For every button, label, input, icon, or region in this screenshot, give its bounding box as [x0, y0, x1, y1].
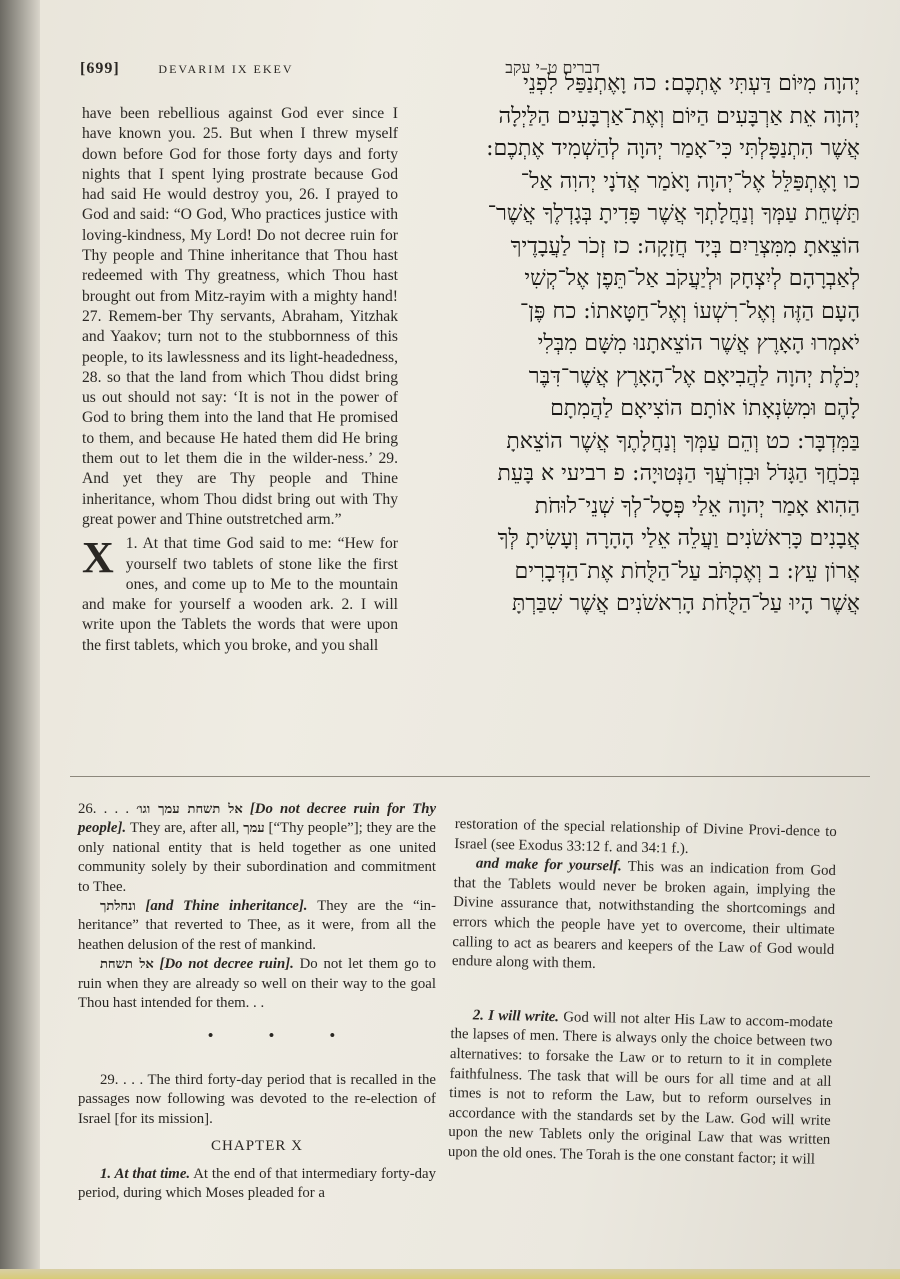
commentary-note: 29. . . . The third forty-day period that is recalled in the passages now following was devoted to the re-election of Israel [for its mission]. [78, 1071, 436, 1127]
hebrew-line: לָהֶם וּמִשִּׂנְאָתוֹ אוֹתָם הוֹצִיאָם לַהֲמִתָם [550, 396, 860, 421]
hebrew-line: הוֹצֵאתָ מִמִּצְרַיִם בְּיָד חֲזָקָה: כז זְכֹר לַעֲבָדֶיךָ [510, 233, 860, 259]
commentary-note [78, 1165, 436, 1204]
lemma: 1. At that time. [100, 1165, 191, 1182]
translation-paragraph-chapter-x [82, 534, 398, 656]
running-title: DEVARIM IX EKEV [158, 62, 294, 76]
page-number: [699] [80, 60, 120, 77]
hebrew-line: יְהוָה מִיּוֹם דַּעְתִּי אֶתְכֶם: כה וָאֶתְנַפַּל לִפְנֵי [523, 71, 860, 96]
hebrew-line: בַּמִּדְבָּר: כט וְהֵם עַמְּךָ וְנַחֲלָתֶךָ אֲשֶׁר הוֹצֵאתָ [506, 428, 860, 454]
verse-ref: 26. . . . [78, 801, 130, 817]
note-text: [“Thy people”]; they are the only national entity that is held together as one united community solely by their subordination and commitment to Thee. [78, 820, 437, 895]
section-divider [70, 776, 870, 777]
hebrew-lemma: אל תשחת [100, 957, 154, 973]
page-header [80, 60, 294, 78]
note-text: They are, after all, [129, 820, 240, 837]
note-text: At the end of that intermediary forty-day period, during which Moses pleaded for a [78, 1165, 436, 1201]
chapter-heading: CHAPTER X [211, 1138, 303, 1155]
lemma: and make for yourself. [475, 855, 622, 875]
hebrew-line: תַּשְׁחֵת עַמְּךָ וְנַחֲלָתְךָ אֲשֶׁר פָּדִיתָ בְּגָדְלֶךָ אֲשֶׁר־ [487, 201, 860, 226]
commentary-note [448, 1006, 833, 1171]
hebrew-line: יְהוָה אֵת אַרְבָּעִים הַיּוֹם וְאֶת־אַרְבָּעִים הַלַּיְלָה [498, 103, 860, 129]
commentary-note [452, 854, 836, 980]
hebrew-lemma: אל תשחת עמך וגו׳ [136, 802, 243, 817]
commentary-right-column [448, 815, 837, 1170]
hebrew-running-title: דברים ט–י עקב [505, 58, 600, 77]
hebrew-line: הַהִוא אָמַר יְהוָה אֵלַי פְּסָל־לְךָ שְׁנֵי־לוּחֹת [534, 493, 860, 519]
book-gutter-shadow [0, 0, 40, 1279]
hebrew-lemma: עמך [243, 821, 265, 837]
hebrew-line: הָעָם הַזֶּה וְאֶל־רִשְׁעוֹ וְאֶל־חַטָּאתוֹ: כח פֶּן־ [519, 298, 860, 324]
hebrew-line: אֲרוֹן עֵץ: ב וְאֶכְתֹּב עַל־הַלֻּחֹת אֶת־הַדְּבָרִים [514, 558, 860, 584]
lemma: [Do not decree ruin for Thy people]. [78, 801, 437, 837]
chapter-drop-cap: X [82, 533, 114, 583]
note-text: God will not alter His Law to accom-modate the lapses of men. There is always only the choice between two alternatives: to forsake the Law or to return to it in complete faithfulness. The task that will be ours for all time and at all times is not to reform the Law, but to reform ourselves in accordance with the standards set by the Law. God will write upon the new Tablets only the original Law that was written upon the old ones. The Torah is the one constant factor; it will [447, 1009, 833, 1168]
lemma: [and Thine inheritance]. [145, 898, 308, 915]
english-translation [82, 104, 398, 656]
section-separator-dots: • • • [208, 1028, 361, 1045]
hebrew-line: כו וָאֶתְפַּלֵּל אֶל־יְהוָה וָאֹמַר אֲדֹנָי יְהוִה אַל־ [520, 168, 860, 194]
note-text: Do not let them go to ruin when they are already so well on their way to the goal Thou hast intended for them. . . [78, 956, 437, 1012]
hebrew-lemma: ונחלתך [100, 899, 136, 915]
commentary-note: restoration of the special relationship of Divine Provi-dence to Israel (see Exodus 33:12 f. and 34:1 f.). [454, 815, 837, 857]
translation-paragraph-text: 1. At that time God said to me: “Hew for yourself two tablets of stone like the first ones, and come up to Me to the mountain and make for yourself a wooden ark. 2. I will write upon the Tablets the words that were upon the first tablets, which you broke, and you shall [82, 535, 398, 654]
hebrew-line: אֲשֶׁר הָיוּ עַל־הַלֻּחֹת הָרִאשֹׁנִים אֲשֶׁר שִׁבַּרְתָּ [511, 591, 860, 616]
note-text: This was an indication from God that the Tablets would never be broken again, implying the Divine assurance that, notwithstanding the shortcomings and errors which the people have yet to overcome, their ultimate calling to act as bearers and keepers of the Law of God would endure along with them. [451, 858, 837, 973]
hebrew-line: בְּכֹחֲךָ הַגָּדֹל וּבִזְרֹעֲךָ הַנְּטוּיָה: פ רביעי א בָּעֵת [497, 461, 860, 486]
page-bottom-edge [0, 1269, 900, 1279]
hebrew-line: יְכֹלֶת יְהוָה לַהֲבִיאָם אֶל־הָאָרֶץ אֲשֶׁר־דִּבֶּר [528, 363, 860, 389]
hebrew-line: אֲבָנִים כָּרִאשֹׁנִים וַעֲלֵה אֵלַי הָהָרָה וְעָשִׂיתָ לְּךָ [497, 526, 860, 551]
commentary-note [78, 800, 436, 897]
translation-paragraph: have been rebellious against God ever since I have known you. 25. But when I threw myself down before God for those forty days and forty nights that I spent lying prostrate because God had said He would destroy you, 26. I prayed to God and said: “O God, Who practices justice with loving-kindness, My Lord! Do not decree ruin for Thy people and Thine inheritance that Thou hast redeemed with Thy greatness, which Thou hast brought out from Mitz-rayim with a mighty hand! 27. Remem-ber Thy servants, Abraham, Yitzhak and Yaakov; turn not to the stubbornness of this people, to its lawlessness and its light-headedness, 28. so that the land from which Thou didst bring us out should not say: ‘It is not in the power of God to bring them into the land that He promised to them, and because He hated them did He bring them out to let them die in the wilder-ness.’ 29. And yet they are Thy people and Thine inheritance, whom Thou didst bring out with Thy great power and Thine outstretched arm.” [82, 105, 398, 528]
commentary-left-column [78, 800, 436, 1203]
hebrew-text [410, 68, 860, 621]
note-text: They are the “in-heritance” that reverted to Thee, as it were, from all the heathen delusion of the rest of mankind. [78, 898, 436, 953]
commentary-note [78, 955, 436, 1013]
commentary-note [78, 897, 436, 955]
hebrew-line: אֲשֶׁר הִתְנַפָּלְתִּי כִּי־אָמַר יְהוָה לְהַשְׁמִיד אֶתְכֶם: [486, 136, 860, 161]
lemma: [Do not decree ruin]. [159, 956, 294, 973]
hebrew-line: יֹאמְרוּ הָאָרֶץ אֲשֶׁר הוֹצֵאתָנוּ מִשָּׁם מִבְּלִי [537, 331, 860, 356]
lemma: 2. I will write. [472, 1007, 560, 1025]
hebrew-line: לְאַבְרָהָם לְיִצְחָק וּלְיַעֲקֹב אַל־תֵּפֶן אֶל־קְשִׁי [524, 266, 860, 291]
